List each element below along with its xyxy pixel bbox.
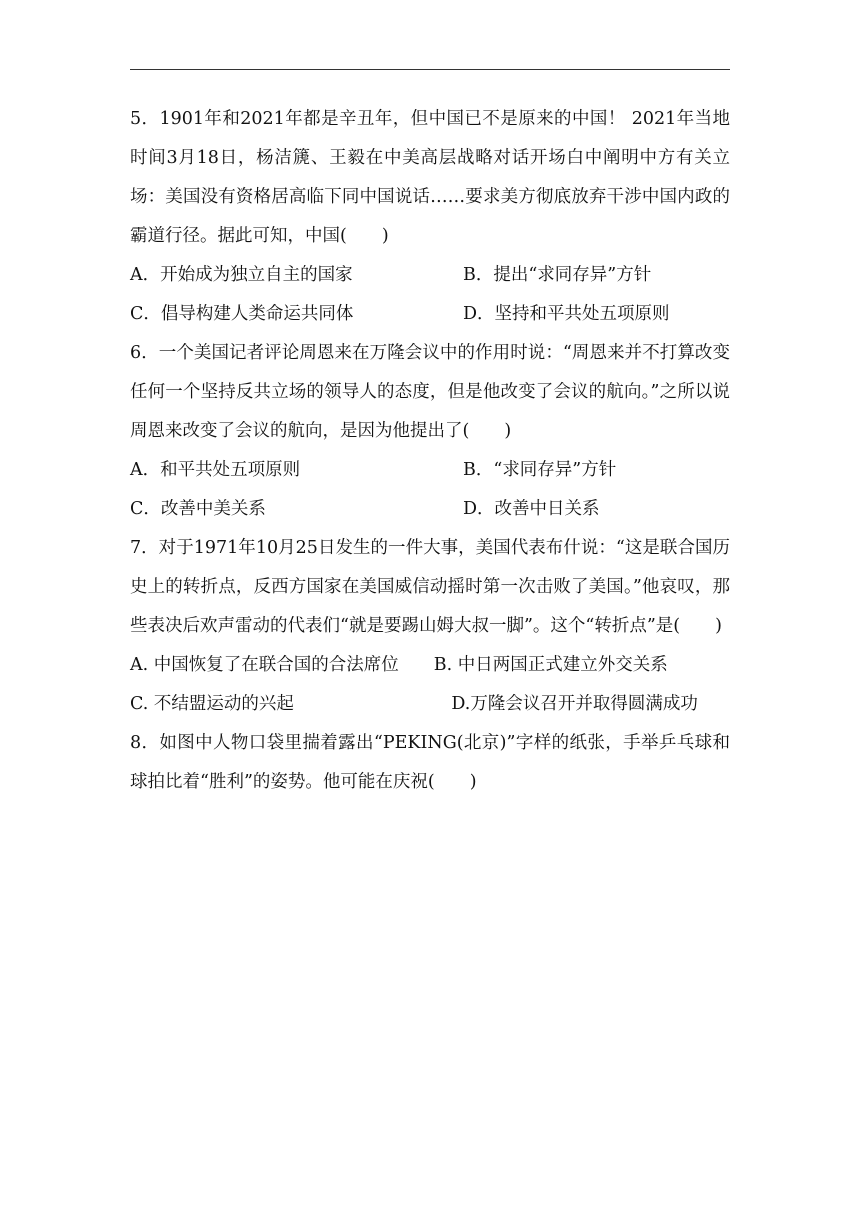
question-stem: 7．对于1971年10月25日发生的一件大事，美国代表布什说：“这是联合国历史上的转折点，反西方国家在美国威信动摇时第一次击败了美国。”他哀叹，那些表决后欢声雷动的代表们“就是要踢山姆大叔一脚”。这个“转折点”是( ): [130, 538, 730, 636]
question-stem: 8．如图中人物口袋里揣着露出“PEKING(北京)”字样的纸张，手举乒乓球和球拍比着“胜利”的姿势。他可能在庆祝( ): [130, 733, 730, 792]
option-a[interactable]: A．开始成为独立自主的国家: [130, 265, 353, 285]
option-d[interactable]: D．改善中日关系: [463, 499, 600, 519]
question-stem: 6．一个美国记者评论周恩来在万隆会议中的作用时说：“周恩来并不打算改变任何一个坚持反共立场的领导人的态度，但是他改变了会议的航向。”之所以说周恩来改变了会议的航向，是因为他提出了( ): [130, 343, 730, 441]
option-b[interactable]: B．“求同存异”方针: [463, 460, 617, 480]
header-rule: [130, 69, 730, 70]
option-row: [130, 451, 730, 490]
option-b[interactable]: B．提出“求同存异”方针: [463, 265, 652, 285]
option-a[interactable]: A．和平共处五项原则: [130, 460, 301, 480]
option-row: [130, 295, 730, 334]
option-row: [130, 490, 730, 529]
option-line-cd[interactable]: C. 不结盟运动的兴起 D.万隆会议召开并取得圆满成功: [130, 694, 698, 714]
question-7: [130, 529, 730, 724]
option-c[interactable]: C．倡导构建人类命运共同体: [130, 304, 354, 324]
option-c[interactable]: C．改善中美关系: [130, 499, 266, 519]
question-8: [130, 724, 730, 802]
question-stem: 5．1901年和2021年都是辛丑年，但中国已不是原来的中国！ 2021年当地时间3月18日，杨洁篪、王毅在中美高层战略对话开场白中阐明中方有关立场：美国没有资格居高临下同中国说话……要求美方彻底放弃干涉中国内政的霸道行径。据此可知，中国( ): [130, 109, 730, 246]
option-line-ab[interactable]: A. 中国恢复了在联合国的合法席位 B. 中日两国正式建立外交关系: [130, 655, 668, 675]
option-d[interactable]: D．坚持和平共处五项原则: [463, 304, 670, 324]
option-row: [130, 256, 730, 295]
question-5: [130, 100, 730, 334]
document-body: [130, 100, 730, 802]
question-6: [130, 334, 730, 529]
